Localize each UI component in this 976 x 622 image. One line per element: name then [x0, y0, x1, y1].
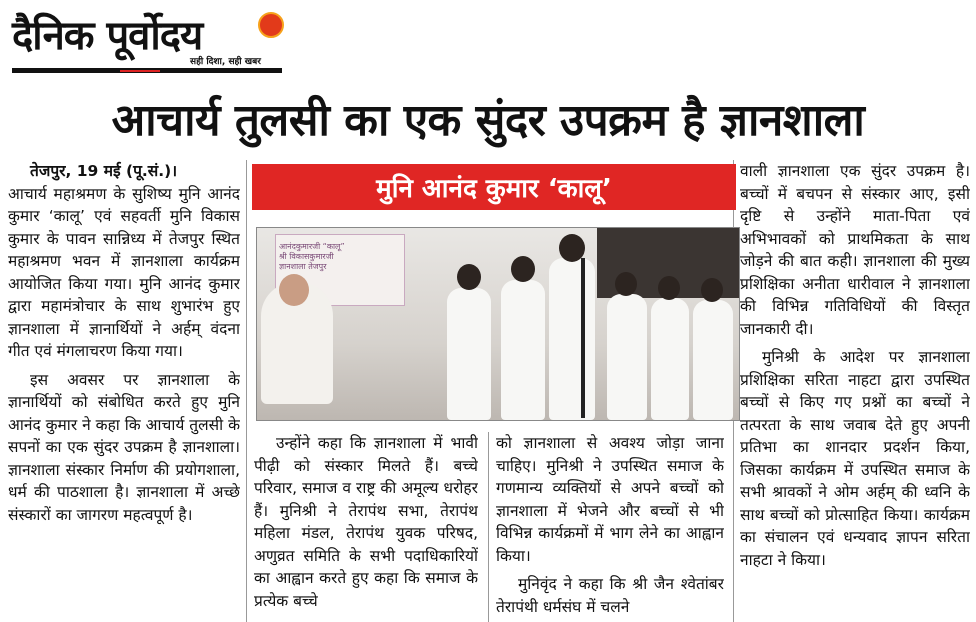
poster-line: श्री विकासकुमारजी	[279, 252, 334, 261]
poster-line: ज्ञानशाला तेजपुर	[279, 262, 327, 271]
child-figure	[447, 288, 491, 420]
child-figure	[693, 300, 733, 420]
paragraph: मुनिश्री के आदेश पर ज्ञानशाला प्रशिक्षिका सरिता नाहटा द्वारा उपस्थित बच्चों से किए गए प्रश्नों का बच्चों ने तत्परता के साथ जवाब देते हुए अपनी प्रतिभा का शानदार प्रदर्शन किया, जिसका कार्यक्रम में उपस्थित समाज के सभी श्रावकों ने ओम अर्हम् की ध्वनि के साथ बच्चों को प्रोत्साहित किया। कार्यक्रम का संचालन एवं धन्यवाद ज्ञापन सरिता नाहटा ने किया।	[740, 348, 970, 569]
sun-logo-icon	[258, 12, 284, 38]
paragraph: इस अवसर पर ज्ञानशाला के ज्ञानार्थियों को संबोधित करते हुए मुनि आनंद कुमार ने कहा कि आचार्य तुलसी के सपनों का एक सुंदर उपक्रम है ज्ञानशाला। ज्ञानशाला संस्कार निर्माण की प्रयोगशाला, धर्म की पाठशाला है। ज्ञानशाला में अच्छे संस्कारों का जागरण महत्वपूर्ण है।	[8, 370, 240, 524]
masthead-title: दैनिक पूर्वोदय	[12, 13, 203, 59]
child-head	[658, 276, 680, 300]
paragraph: मुनिवृंद ने कहा कि श्री जैन श्वेतांबर तेरापंथी धर्मसंघ में चलने	[496, 575, 724, 616]
photo-poster-text	[279, 242, 399, 272]
paragraph: उन्होंने कहा कि ज्ञानशाला में भावी पीढ़ी को संस्कार मिलते हैं। बच्चे परिवार, समाज व राष्ट्र की अमूल्य धरोहर हैं। मुनिश्री ने तेरापंथ सभा, तेरापंथ महिला मंडल, तेरापंथ युवक परिषद, अणुव्रत समिति के सभी पदाधिकारियों का आह्वान करते हुए कहा कि समाज के प्रत्येक बच्चे	[254, 434, 478, 610]
column-3	[496, 432, 724, 622]
dateline: तेजपुर, 19 मई (पू.सं.)।	[30, 162, 178, 180]
section-banner: मुनि आनंद कुमार ‘कालू’	[252, 164, 736, 210]
paragraph: वाली ज्ञानशाला एक सुंदर उपक्रम है। बच्चों में बचपन से संस्कार आए, इसी दृष्टि से उन्होंने माता-पिता एवं अभिभावकों को प्राथमिकता के साथ जोड़ने की बात कही। ज्ञानशाला की मुख्य प्रशिक्षिका अनीता धारीवाल ने ज्ञानशाला की विभिन्न गतिविधियों की विस्तृत जानकारी दी।	[740, 162, 970, 338]
poster-line: आनंदकुमारजी “कालू”	[279, 242, 345, 251]
column-divider	[488, 432, 489, 622]
event-photo	[256, 227, 740, 421]
child-head	[701, 278, 723, 302]
child-head	[511, 256, 535, 282]
headline: आचार्य तुलसी का एक सुंदर उपक्रम है ज्ञानशाला	[111, 95, 865, 146]
child-figure	[549, 258, 595, 420]
paragraph: को ज्ञानशाला से अवश्य जोड़ा जाना चाहिए। मुनिश्री ने उपस्थित समाज के गणमान्य व्यक्तियों से अपने बच्चों को ज्ञानशाला में भेजने और बच्चों से भी विभिन्न कार्यक्रमों में भाग लेने का आह्वान किया।	[496, 434, 724, 565]
column-divider	[246, 160, 247, 622]
masthead	[12, 6, 280, 68]
column-4	[740, 160, 970, 622]
column-2	[254, 432, 478, 622]
child-figure	[651, 298, 689, 420]
child-head	[457, 264, 481, 290]
masthead-tagline: सही दिशा, सही खबर	[190, 57, 261, 67]
child-figure	[501, 280, 545, 420]
child-figure	[607, 294, 647, 420]
masthead-rule-accent	[120, 70, 160, 72]
monk-face	[279, 274, 309, 306]
microphone-stand	[581, 258, 585, 418]
child-head	[615, 272, 637, 296]
paragraph: आचार्य महाश्रमण के सुशिष्य मुनि आनंद कुमार ‘कालू’ एवं सहवर्ती मुनि विकास कुमार के पावन सान्निध्य में तेजपुर स्थित महाश्रमण भवन में ज्ञानशाला कार्यक्रम आयोजित किया गया। मुनि आनंद कुमार द्वारा महामंत्रोचार के साथ शुभारंभ हुए ज्ञानशाला में ज्ञानार्थियों ने अर्हम् वंदना गीत एवं मंगलाचरण किया गया।	[8, 184, 240, 360]
column-1	[8, 160, 240, 622]
